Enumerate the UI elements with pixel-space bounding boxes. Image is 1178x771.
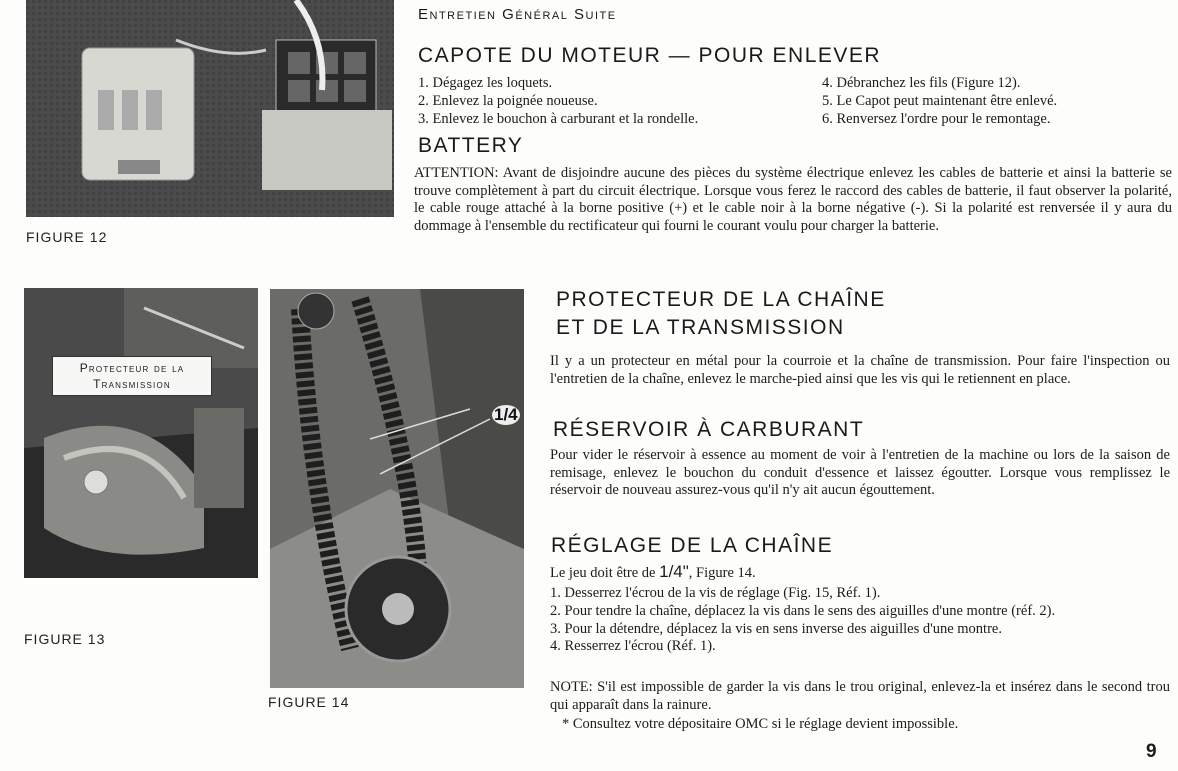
battery-text bbox=[414, 165, 1172, 235]
protecteur-heading-line1: PROTECTEUR DE LA CHAÎNE bbox=[556, 288, 886, 311]
capote-steps-right bbox=[822, 75, 1057, 128]
reglage-footnote: * Consultez votre dépositaire OMC si le réglage devient impossible. bbox=[562, 716, 959, 732]
reservoir-text bbox=[550, 447, 1170, 500]
list-item: 4. Resserrez l'écrou (Réf. 1). bbox=[550, 638, 716, 655]
list-item: 2. Enlevez la poignée noueuse. bbox=[418, 92, 598, 109]
reglage-note-text: NOTE: S'il est impossible de garder la vis dans le trou original, enlevez-la et insérez dans le second trou qui apparaît dans la rainure. bbox=[550, 679, 1170, 713]
running-title: Entretien Général Suite bbox=[418, 6, 617, 23]
reglage-intro bbox=[550, 562, 756, 582]
figure-13-photo bbox=[24, 288, 258, 578]
protecteur-heading-line2: ET DE LA TRANSMISSION bbox=[556, 316, 845, 339]
reservoir-heading: RÉSERVOIR À CARBURANT bbox=[553, 418, 865, 441]
capote-heading: CAPOTE DU MOTEUR — POUR ENLEVER bbox=[418, 44, 882, 67]
list-item: 3. Enlevez le bouchon à carburant et la rondelle. bbox=[418, 110, 699, 127]
figure-14-caption: FIGURE 14 bbox=[268, 694, 350, 710]
list-item: 1. Desserrez l'écrou de la vis de réglage (Fig. 15, Réf. 1). bbox=[550, 585, 881, 601]
reglage-intro-value: 1/4" bbox=[659, 562, 689, 581]
reglage-heading: RÉGLAGE DE LA CHAÎNE bbox=[551, 534, 834, 557]
reglage-steps bbox=[550, 585, 1170, 656]
capote-steps-left bbox=[418, 75, 698, 128]
list-item: 3. Pour la détendre, déplacez la vis en sens inverse des aiguilles d'une montre. bbox=[550, 620, 1002, 637]
reglage-intro-post: , Figure 14. bbox=[688, 565, 756, 581]
reglage-intro-pre: Le jeu doit être de bbox=[550, 565, 656, 581]
figure-13-illustration bbox=[24, 288, 258, 578]
battery-heading: BATTERY bbox=[418, 134, 524, 157]
figure-12-caption: FIGURE 12 bbox=[26, 229, 108, 245]
reglage-note bbox=[550, 679, 1170, 714]
figure-14-photo bbox=[270, 289, 524, 688]
list-item: 6. Renversez l'ordre pour le remontage. bbox=[822, 110, 1051, 127]
figure-14-illustration bbox=[270, 289, 524, 688]
slack-callout: 1/4 bbox=[494, 405, 518, 424]
list-item: 1. Dégagez les loquets. bbox=[418, 75, 553, 91]
list-item: 4. Débranchez les fils (Figure 12). bbox=[822, 75, 1021, 91]
protecteur-paragraph: Il y a un protecteur en métal pour la courroie et la chaîne de transmission. Pour faire l'inspection ou l'entretien de la chaîne, enlevez le marche-pied ainsi que les vis qui le retiennent en place. bbox=[550, 353, 1170, 387]
figure-12-illustration bbox=[26, 0, 394, 217]
list-item: 5. Le Capot peut maintenant être enlevé. bbox=[822, 92, 1058, 109]
figure-13-callout: Protecteur de la Transmission bbox=[52, 356, 212, 396]
protecteur-text bbox=[550, 353, 1170, 388]
page-number: 9 bbox=[1146, 741, 1157, 762]
figure-12-photo bbox=[26, 0, 394, 217]
list-item: 2. Pour tendre la chaîne, déplacez la vis dans le sens des aiguilles d'une montre (réf. 2). bbox=[550, 602, 1056, 619]
battery-paragraph: ATTENTION: Avant de disjoindre aucune des pièces du système électrique enlevez les cables de batterie et ainsi la batterie se trouve complètement à part du circuit électrique. Lorsque vous ferez le raccord des cables de batterie, il faut observer la polarité, le cable rouge attaché à la borne positive (+) et le cable noir à la borne négative (-). Si la polarité est renversée il y aura du dommage à l'ensemble du rectificateur qui fourni le courant voulu pour charger la batterie. bbox=[414, 165, 1172, 234]
reservoir-paragraph: Pour vider le réservoir à essence au moment de voir à l'entretien de la machine ou lors de la saison de remisage, enlevez le bouchon du conduit d'essence et laissez égoutter. Lorsque vous remplissez le réservoir de nouveau assurez-vous qu'il n'y ait aucun égouttement. bbox=[550, 447, 1170, 499]
figure-13-caption: FIGURE 13 bbox=[24, 631, 106, 647]
